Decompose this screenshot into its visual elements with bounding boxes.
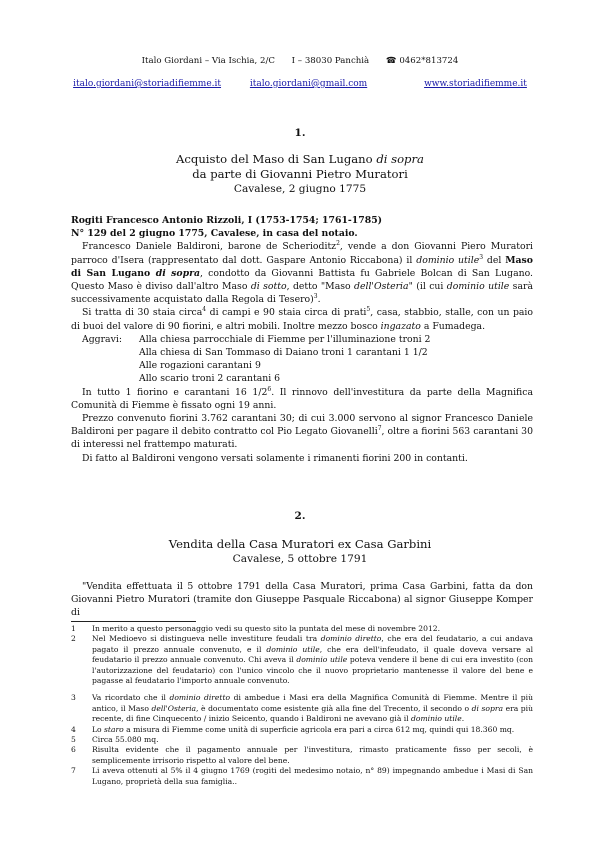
footnote-separator (71, 621, 196, 622)
footnote: 3 Va ricordato che il dominio diretto di ambedue i Masi era della Magnifica Comunità di Fiemme. Mentre il più antico, il Maso dell'Osteria, è documentato come esistente già alla fine del Trecento, il secondo o di sopra era più recente, di fine Cinquecento / inizio Seicento, quando i Baldironi ne avevano già il dominio utile. (71, 693, 533, 724)
rogiti-line: Rogiti Francesco Antonio Rizzoli, I (1753-1754; 1761-1785) (71, 215, 383, 226)
email-link-storiadifiemme[interactable]: italo.giordani@storiadifiemme.it (73, 79, 222, 89)
aggravi-item: Alla chiesa di San Tommaso di Daiano troni 1 carantani 1 1/2 (139, 347, 428, 359)
section-2-body (71, 580, 533, 620)
aggravi-list (71, 333, 533, 386)
footnotes (71, 624, 533, 787)
website-link[interactable]: www.storiadifiemme.it (424, 79, 527, 89)
footnote: 5 Circa 55.080 mq. (71, 735, 159, 745)
footnote: 6 Risulta evidente che il pagamento annuale per l'investitura, rimasto praticamente fisso per secoli, è semplicemente irrisorio rispetto al valore del bene. (71, 745, 533, 765)
letterhead (0, 56, 600, 66)
paragraph-description: Si tratta di 30 staia circa$^4$ di campi e 90 staia circa di prati$^5$, casa, stabbio, stalle, con un paio di buoi del valore di 90 fiorini, e altri mobili. Inoltre mezzo bosco ingazato a Fumadega. (71, 306, 534, 332)
footnote: 2 Nel Medioevo si distingueva nelle investiture feudali tra dominio diretto, che era del feudatario, a cui andava pagato il prezzo annuale convenuto, e il dominio utile, che era dell'infeudato, il quale doveva versare al feudatario il prezzo annuale convenuto. Chi aveva il dominio utile poteva vendere il bene di cui era investito (con l'autorizzazione del feudatario) con l'unico vincolo che il nuovo proprietario mantenesse il valore del bene e pagasse al feudatario l'importo annuale convenuto. (71, 634, 533, 686)
rogito-number-line: N° 129 del 2 giugno 1775, Cavalese, in casa del notaio. (71, 228, 358, 240)
footnote: 1 In merito a questo personaggio vedi su questo sito la puntata del mese di novembre 2012. (71, 624, 441, 633)
title-date: Cavalese, 2 giugno 1775 (233, 183, 367, 195)
paragraph-payment: Di fatto al Baldironi vengono versati solamente i rimanenti fiorini 200 in contanti. (82, 452, 468, 464)
paragraph-vendita: "Vendita effettuata il 5 ottobre 1791 della Casa Muratori, prima Casa Garbini, fatta da don Giovanni Pietro Muratori (tramite don Giuseppe Pasquale Riccabona) al signor Giuseppe Komper di (71, 581, 533, 619)
section-1-number: 1. (294, 127, 306, 139)
email-link-gmail[interactable]: italo.giordani@gmail.com (249, 79, 368, 89)
aggravi-item: Allo scario troni 2 carantani 6 (139, 373, 281, 385)
section-1-body (71, 214, 533, 465)
author-address: Italo Giordani – Via Ischia, 2/C (141, 56, 275, 66)
paragraph-price: Prezzo convenuto fiorini 3.762 carantani 30; di cui 3.000 servono al signor Francesco Daniele Baldironi per pagare il debito contratto col Pio Legato Giovanelli$^7$, oltre a fiorini 563 carantani 30 di interessi nel frattempo maturati. (71, 413, 533, 451)
paragraph-total: In tutto 1 fiorino e carantani 16 $1/2^6$. Il rinnovo dell'investitura da parte della Magnifica Comunità di Fiemme è fissato ogni 19 anni. (71, 385, 533, 411)
contact-links (0, 79, 600, 89)
footnote: 7 Li aveva ottenuti al 5% il 4 giugno 1769 (rogiti del medesimo notaio, n° 89) impegnando ambedue i Masi di San Lugano, proprietà della sua famiglia.. (71, 766, 533, 786)
aggravi-label: Aggravi: (82, 333, 122, 345)
footnote: 4 Lo staro a misura di Fiemme come unità di superficie agricola era pari a circa 612 mq, quindi qui 18.360 mq. (71, 724, 515, 734)
paragraph-sale: Francesco Daniele Baldironi, barone de Scherioditz$^2$, vende a don Giovanni Piero Muratori parroco d'Isera (rappresentato dal dott. Gaspare Antonio Riccabona) il dominio utile$^3$ del Maso di San Lugano di sopra, condotto da Giovanni Battista fu Gabriele Bolcan di San Lugano. Questo Maso è diviso dall'altro Maso di sotto, detto "Maso dell'Osteria" (il cui dominio utile sarà successivamente acquistato dalla Regola di Tesero)$^3$. (71, 240, 533, 306)
aggravi-item: Alle rogazioni carantani 9 (139, 360, 261, 372)
title-italic: di sopra (376, 152, 424, 166)
aggravi-item: Alla chiesa parrocchiale di Fiemme per l'illuminazione troni 2 (139, 333, 431, 345)
title-line-1: Vendita della Casa Muratori ex Casa Garbini (168, 537, 432, 551)
title-line-2: da parte di Giovanni Pietro Muratori (192, 167, 408, 181)
title-text: Acquisto del Maso di San Lugano (176, 152, 377, 166)
section-2-number: 2. (294, 510, 306, 522)
phone-number: ☎ 0462*813724 (385, 56, 459, 66)
section-2-title (0, 537, 600, 567)
title-date: Cavalese, 5 ottobre 1791 (232, 553, 368, 565)
postal-code: I – 38030 Panchià (291, 56, 370, 66)
section-1-title (0, 152, 600, 197)
